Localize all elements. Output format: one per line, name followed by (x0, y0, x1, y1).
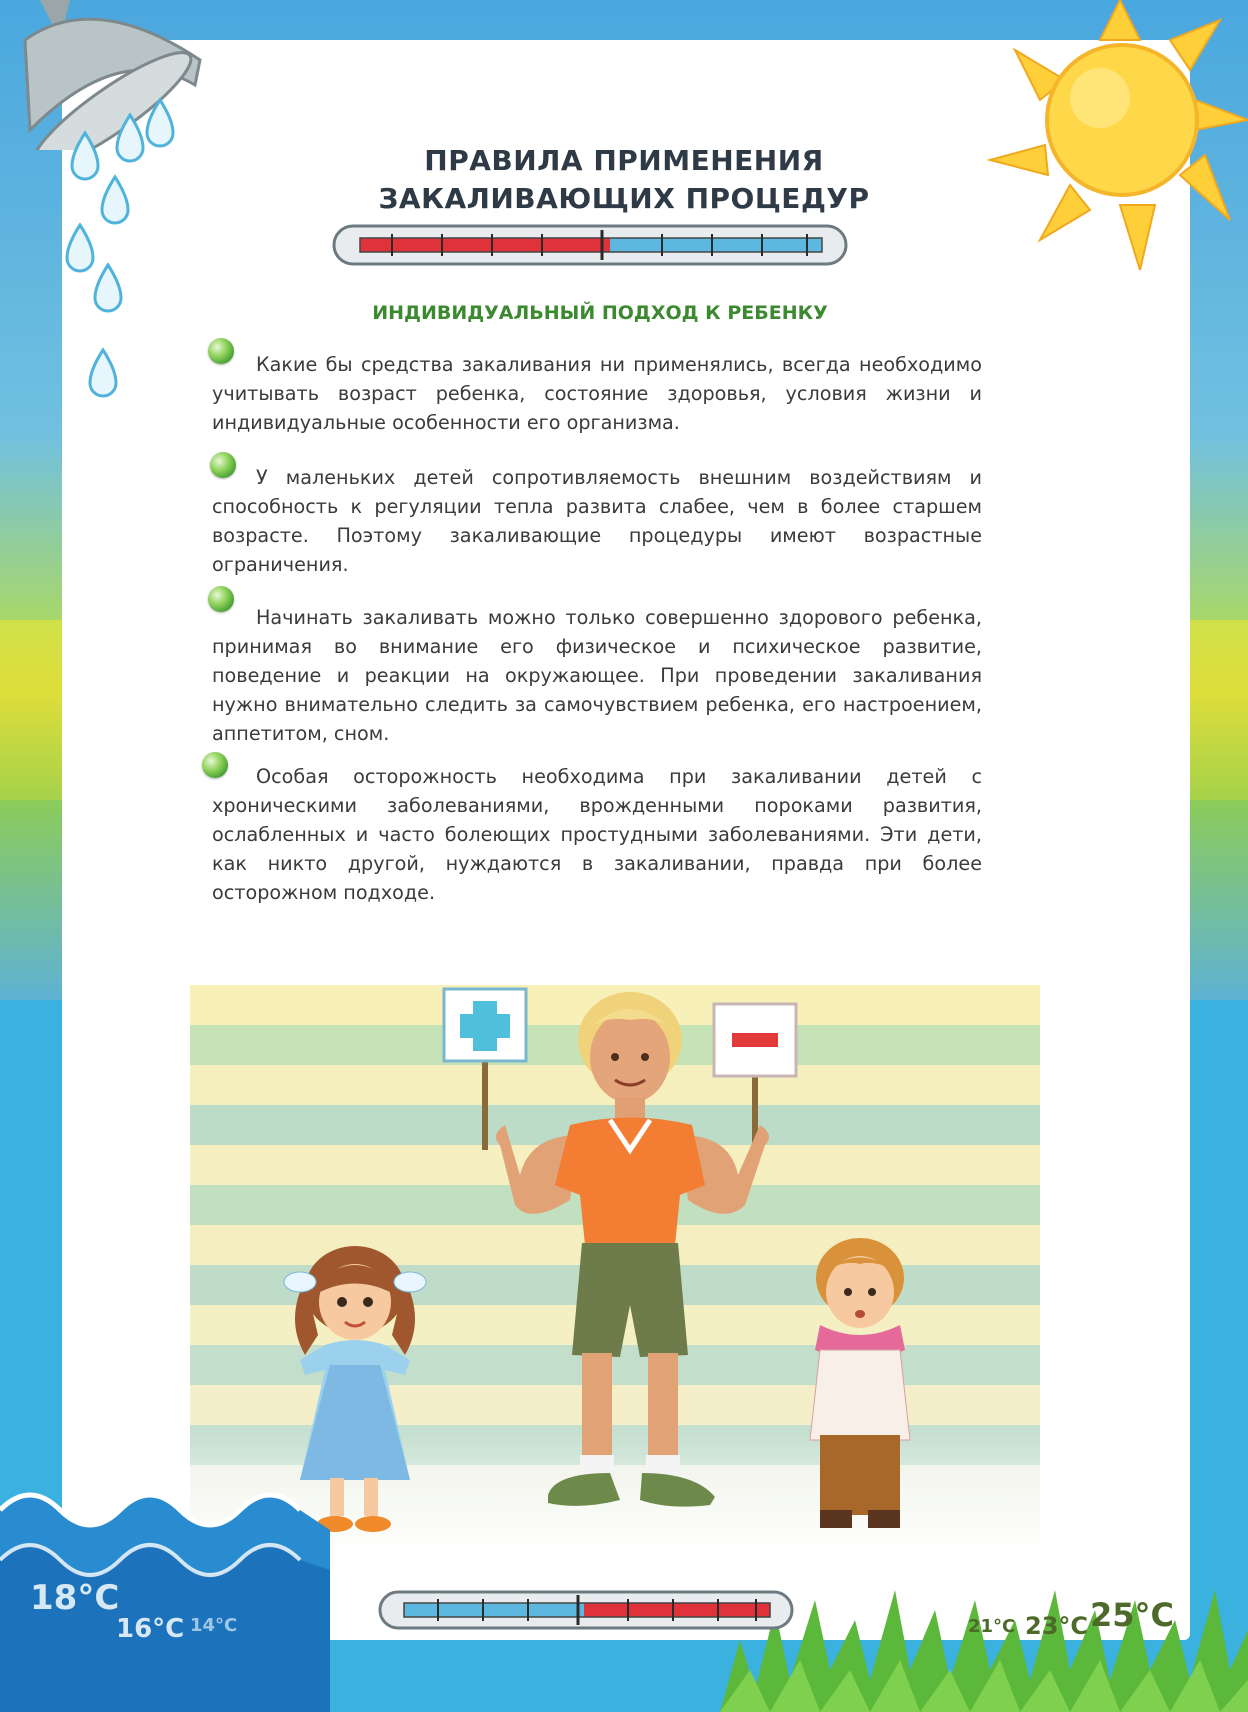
thermometer-bottom-icon (378, 1588, 794, 1632)
temp-label-cold-3: 14°C (190, 1615, 238, 1636)
paragraph-2: У маленьких детей сопротивляемость внешним воздействиям и способность к регуляции тепла развита слабее, чем в более старшем возрасте. Поэтому закаливающие процедуры имеют возрастные ограничения. (212, 466, 982, 576)
paragraph-1: Какие бы средства закаливания ни применялись, всегда необходимо учитывать возраст ребенка, состояние здоровья, условия жизни и индивидуальные особенности его организма. (212, 353, 982, 434)
man-figure (460, 985, 790, 1525)
illustration (190, 985, 1040, 1545)
section-subtitle: ИНДИВИДУАЛЬНЫЙ ПОДХОД К РЕБЕНКУ (372, 302, 828, 324)
page-title (0, 142, 1248, 218)
temp-label-cold-2: 16°C (116, 1614, 185, 1644)
temp-label-cold-1: 18°C (30, 1578, 120, 1618)
temp-label-warm-2: 23°C (1025, 1612, 1089, 1640)
temp-label-warm-3: 25°C (1090, 1596, 1175, 1634)
sun-icon (970, 0, 1248, 270)
paragraph-4: Особая осторожность необходима при закаливании детей с хроническими заболеваниями, врожденными пороками развития, ослабленных и часто болеющих простудными заболеваниями. Эти дети, как никто другой, нуждаются в закаливании, правда при более осторожном подходе. (212, 765, 982, 904)
title-line-1: ПРАВИЛА ПРИМЕНЕНИЯ (424, 144, 824, 177)
boy-figure (775, 1230, 945, 1545)
thermometer-top-icon (332, 222, 848, 268)
temp-label-warm-1: 21°C (968, 1616, 1016, 1637)
title-line-2: ЗАКАЛИВАЮЩИХ ПРОЦЕДУР (378, 182, 870, 215)
paragraph-3: Начинать закаливать можно только совершенно здорового ребенка, принимая во внимание его физическое и психическое развитие, поведение и реакции на окружающее. При проведении закаливания нужно внимательно следить за самочувствием ребенка, его настроением, аппетитом, сном. (212, 606, 982, 745)
